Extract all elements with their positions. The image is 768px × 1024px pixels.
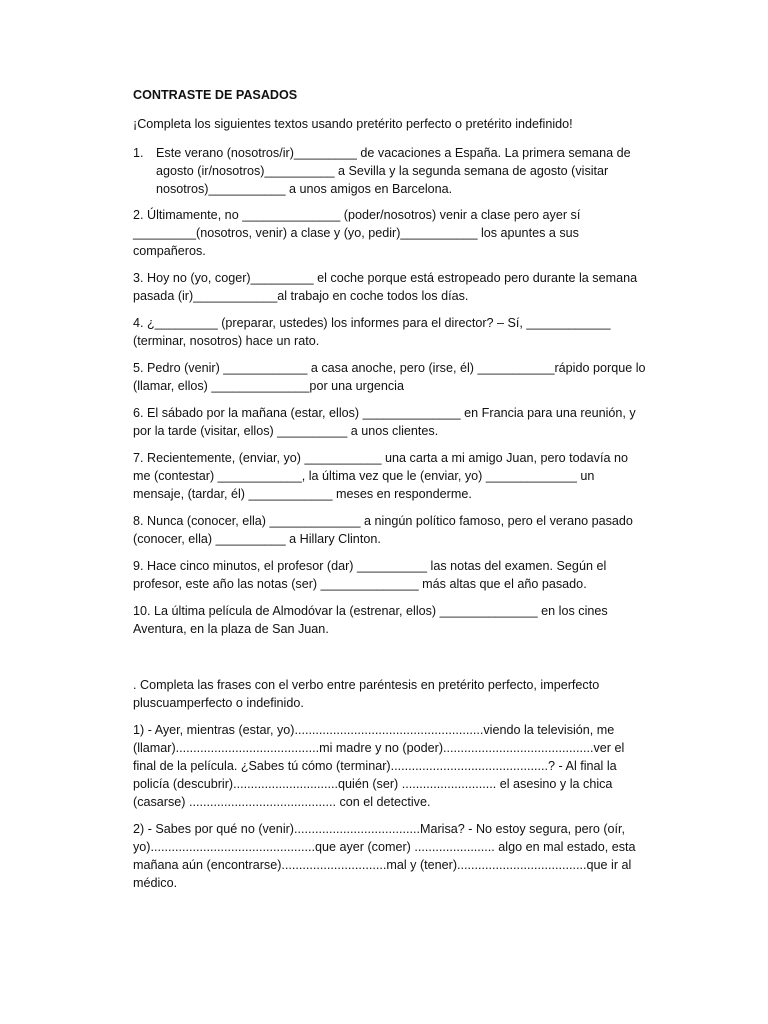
item-line: 9. Hace cinco minutos, el profesor (dar) __________ las notas del examen. Según el — [133, 559, 607, 573]
item-line: Aventura, en la plaza de San Juan. — [133, 622, 329, 636]
item-line: final de la película. ¿Sabes tú cómo (terminar).............................................? - Al final la — [133, 759, 617, 773]
exercise-item-5 — [133, 359, 658, 395]
item-line: policía (descubrir)..............................quién (ser) ........................... el asesino y la chica — [133, 777, 613, 791]
item-line: por la tarde (visitar, ellos) __________ a unos clientes. — [133, 424, 439, 438]
item-line: profesor, este año las notas (ser) ______________ más altas que el año pasado. — [133, 577, 587, 591]
exercise-item-1 — [133, 144, 658, 198]
section-2-instruction — [133, 676, 658, 712]
instruction-line: pluscuamperfecto o indefinido. — [133, 696, 304, 710]
item-line: 3. Hoy no (yo, coger)_________ el coche porque está estropeado pero durante la semana — [133, 271, 638, 285]
worksheet-title: CONTRASTE DE PASADOS — [133, 88, 298, 102]
item-line: _________(nosotros, venir) a clase y (yo, pedir)___________ los apuntes a sus — [133, 226, 579, 240]
item-line: agosto (ir/nosotros)__________ a Sevilla y la segunda semana de agosto (visitar — [156, 164, 609, 178]
worksheet-body — [133, 86, 658, 901]
item-line: 2. Últimamente, no ______________ (poder/nosotros) venir a clase pero ayer sí — [133, 208, 581, 222]
item-line: mañana aún (encontrarse)..............................mal y (tener).....................................que ir al — [133, 858, 632, 872]
item-line: Este verano (nosotros/ir)_________ de vacaciones a España. La primera semana de — [156, 146, 631, 160]
exercise-item-2 — [133, 206, 658, 260]
item-line: 6. El sábado por la mañana (estar, ellos) ______________ en Francia para una reunión, y — [133, 406, 636, 420]
item-line: nosotros)___________ a unos amigos en Barcelona. — [156, 182, 453, 196]
item-line: (terminar, nosotros) hace un rato. — [133, 334, 320, 348]
item-line: compañeros. — [133, 244, 206, 258]
item-line: 2) - Sabes por qué no (venir)....................................Marisa? - No estoy segura, pero (oír, — [133, 822, 626, 836]
exercise-item-6 — [133, 404, 658, 440]
exercise-item-9 — [133, 557, 658, 593]
item-line: yo)...............................................que ayer (comer) ....................... algo en mal estado, esta — [133, 840, 636, 854]
exercise-item-4 — [133, 314, 658, 350]
item-line: mensaje, (tardar, él) ____________ meses en responderme. — [133, 487, 472, 501]
instruction-line: . Completa las frases con el verbo entre paréntesis en pretérito perfecto, imperfecto — [133, 678, 600, 692]
item-line: 1) - Ayer, mientras (estar, yo)......................................................viendo la televisión, me — [133, 723, 615, 737]
item-line: pasada (ir)____________al trabajo en coche todos los días. — [133, 289, 469, 303]
item-line: (llamar).........................................mi madre y no (poder)...........................................ver el — [133, 741, 625, 755]
item-number: 1. — [133, 146, 144, 160]
exercise-item-10 — [133, 602, 658, 638]
exercise-item-3 — [133, 269, 658, 305]
item-line: 5. Pedro (venir) ____________ a casa anoche, pero (irse, él) ___________rápido porque lo — [133, 361, 646, 375]
item-line: médico. — [133, 876, 178, 890]
section-2-item-1 — [133, 721, 658, 811]
worksheet-instruction: ¡Completa los siguientes textos usando pretérito perfecto o pretérito indefinido! — [133, 117, 573, 131]
item-line: (casarse) .......................................... con el detective. — [133, 795, 431, 809]
item-line: (llamar, ellos) ______________por una urgencia — [133, 379, 404, 393]
item-line: (conocer, ella) __________ a Hillary Clinton. — [133, 532, 381, 546]
exercise-item-8 — [133, 512, 658, 548]
section-2-item-2 — [133, 820, 658, 892]
item-line: me (contestar) ____________, la última vez que le (enviar, yo) _____________ un — [133, 469, 595, 483]
item-line: 10. La última película de Almodóvar la (estrenar, ellos) ______________ en los cines — [133, 604, 608, 618]
item-line: 8. Nunca (conocer, ella) _____________ a ningún político famoso, pero el verano pasado — [133, 514, 633, 528]
item-line: 4. ¿_________ (preparar, ustedes) los informes para el director? – Sí, ____________ — [133, 316, 611, 330]
exercise-item-7 — [133, 449, 658, 503]
item-line: 7. Recientemente, (enviar, yo) ___________ una carta a mi amigo Juan, pero todavía no — [133, 451, 628, 465]
